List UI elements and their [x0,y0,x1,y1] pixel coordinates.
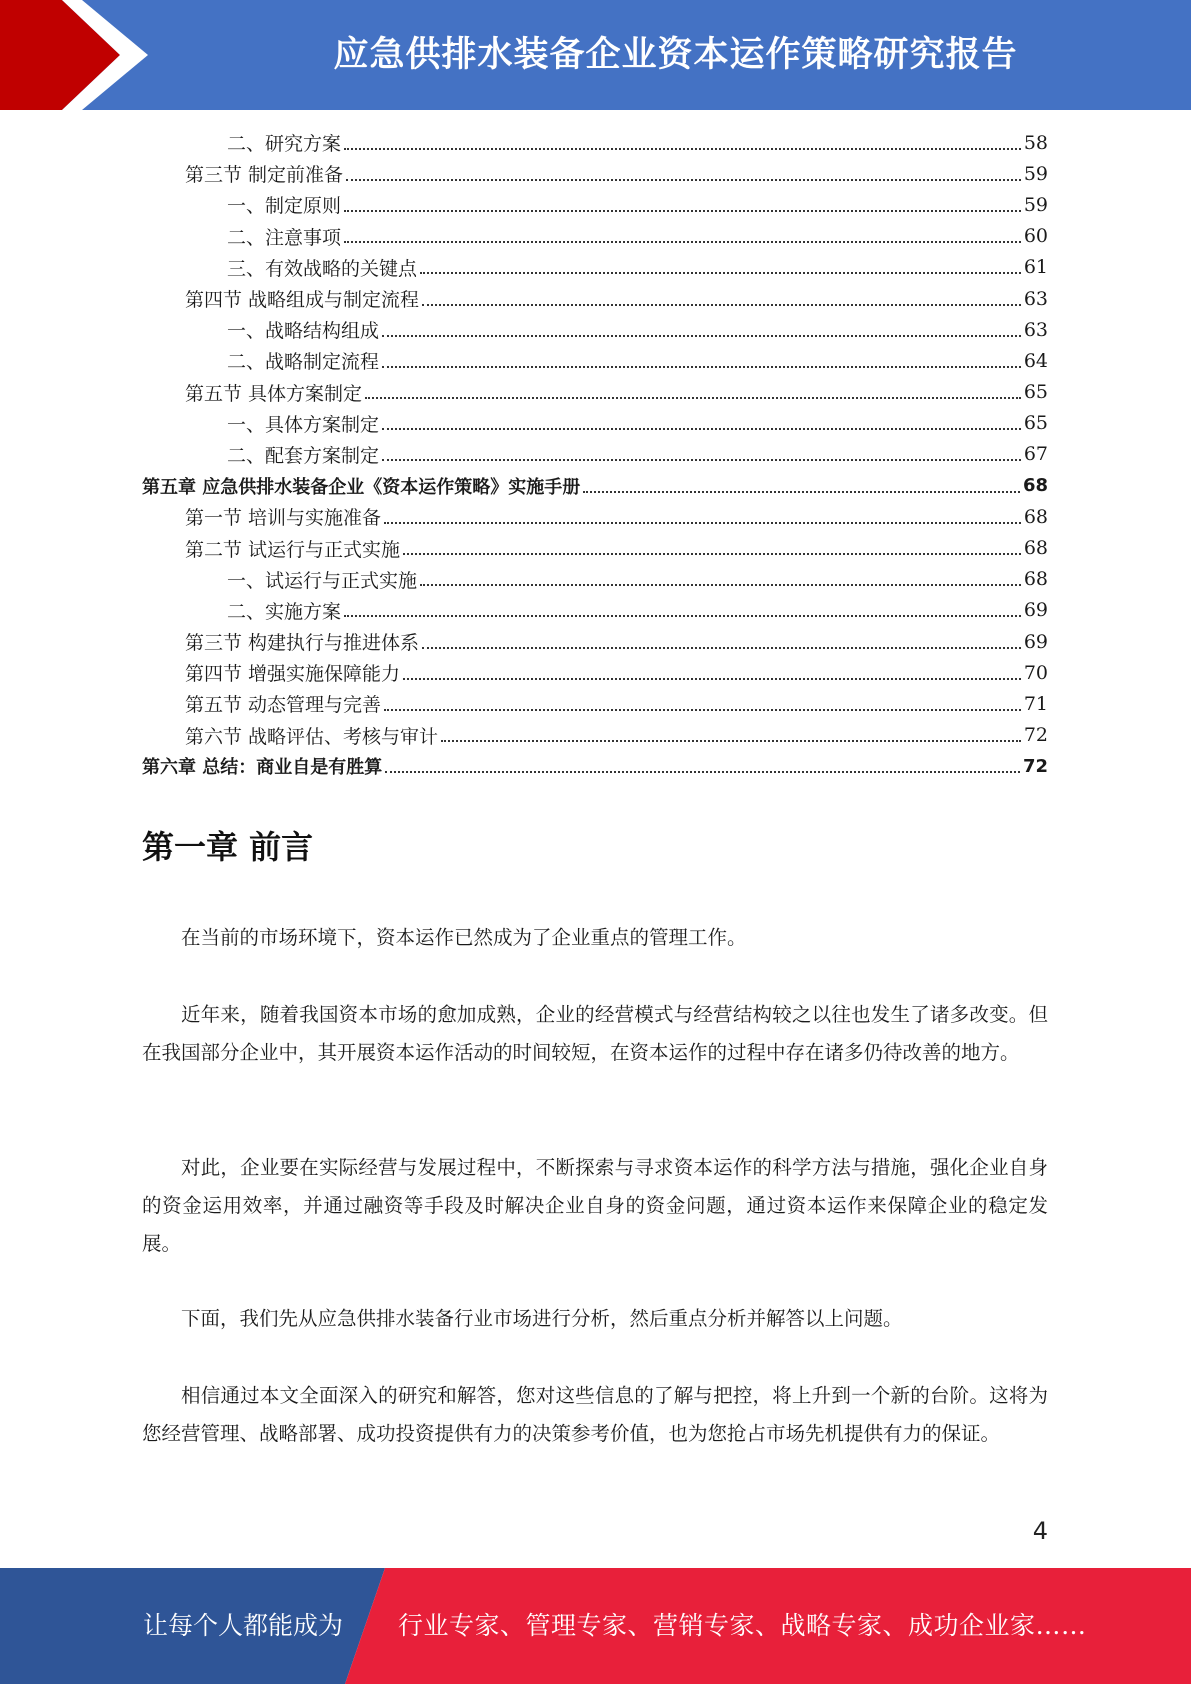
toc-entry-page: 67 [1023,443,1048,466]
toc-subsection-entry[interactable] [142,189,1048,220]
report-header [0,0,1191,110]
paragraph: 近年来，随着我国资本市场的愈加成熟，企业的经营模式与经营结构较之以往也发生了诸多改变。但在我国部分企业中，其开展资本运作活动的时间较短，在资本运作的过程中存在诸多仍待改善的地方。 [142,1003,1048,1064]
toc-section-entry[interactable] [142,283,1048,314]
toc-dot-leader [403,678,1021,680]
toc-dot-leader [344,210,1021,212]
toc-subsection-entry[interactable] [142,439,1048,470]
toc-section-entry[interactable] [142,688,1048,719]
toc-entry-label: 一、战略结构组成 [227,320,380,343]
toc-entry-page: 71 [1023,692,1048,715]
toc-entry-label: 二、战略制定流程 [227,351,380,374]
toc-entry-label: 二、注意事项 [227,226,342,249]
toc-dot-leader [382,459,1021,461]
toc-dot-leader [365,397,1021,399]
toc-entry-page: 58 [1023,131,1048,154]
toc-entry-page: 61 [1023,256,1048,279]
toc-subsection-entry[interactable] [142,127,1048,158]
toc-entry-page: 63 [1023,318,1048,341]
toc-section-entry[interactable] [142,158,1048,189]
toc-entry-label: 三、有效战略的关键点 [227,257,418,280]
toc-entry-label: 一、制定原则 [227,195,342,218]
toc-entry-label: 第五节 具体方案制定 [185,382,363,405]
footer-slogan-left: 让每个人都能成为 [143,1611,344,1640]
toc-section-entry[interactable] [142,657,1048,688]
toc-entry-label: 二、实施方案 [227,600,342,623]
toc-subsection-entry[interactable] [142,595,1048,626]
toc-entry-page: 70 [1023,661,1048,684]
paragraph: 相信通过本文全面深入的研究和解答，您对这些信息的了解与把控，将上升到一个新的台阶。这将为您经营管理、战略部署、成功投资提供有力的决策参考价值，也为您抢占市场先机提供有力的保证。 [142,1384,1048,1445]
toc-entry-label: 一、试运行与正式实施 [227,569,418,592]
toc-dot-leader [403,553,1021,555]
footer-slogan-right: 行业专家、管理专家、营销专家、战略专家、成功企业家…… [398,1611,1087,1640]
toc-section-entry[interactable] [142,377,1048,408]
toc-entry-label: 第一节 培训与实施准备 [185,507,382,530]
toc-entry-page: 72 [1023,724,1048,747]
toc-entry-page: 65 [1023,412,1048,435]
toc-section-entry[interactable] [142,626,1048,657]
toc-entry-page: 68 [1023,568,1048,591]
paragraph: 对此，企业要在实际经营与发展过程中，不断探索与寻求资本运作的科学方法与措施，强化企业自身的资金运用效率，并通过融资等手段及时解决企业自身的资金问题，通过资本运作来保障企业的稳定发展。 [142,1156,1048,1255]
toc-subsection-entry[interactable] [142,345,1048,376]
page-number: 4 [1032,1517,1048,1545]
toc-entry-label: 第五章 应急供排水装备企业《资本运作策略》实施手册 [142,476,581,498]
toc-entry-page: 69 [1023,599,1048,622]
paragraph: 下面，我们先从应急供排水装备行业市场进行分析，然后重点分析并解答以上问题。 [181,1307,903,1330]
chapter-title: 第一章 前言 [142,828,314,866]
toc-entry-label: 第六章 总结：商业自是有胜算 [142,757,383,779]
toc-entry-page: 72 [1022,755,1048,777]
toc-entry-label: 一、具体方案制定 [227,413,380,436]
report-footer [0,1568,1191,1684]
toc-entry-page: 68 [1023,505,1048,528]
toc-entry-label: 第三节 制定前准备 [185,164,344,187]
toc-dot-leader [382,366,1021,368]
toc-entry-label: 第四节 战略组成与制定流程 [185,289,420,312]
toc-entry-label: 二、配套方案制定 [227,444,380,467]
toc-subsection-entry[interactable] [142,314,1048,345]
toc-subsection-entry[interactable] [142,408,1048,439]
red-chevron-decoration [0,0,160,110]
toc-dot-leader [382,335,1021,337]
toc-entry-label: 第三节 构建执行与推进体系 [185,632,420,655]
paragraph: 在当前的市场环境下，资本运作已然成为了企业重点的管理工作。 [181,926,747,949]
toc-section-entry[interactable] [142,532,1048,563]
toc-section-entry[interactable] [142,501,1048,532]
toc-dot-leader [382,428,1021,430]
toc-subsection-entry[interactable] [142,221,1048,252]
toc-entry-page: 69 [1023,630,1048,653]
toc-entry-page: 68 [1022,475,1048,497]
toc-entry-page: 65 [1023,381,1048,404]
toc-entry-page: 68 [1023,537,1048,560]
toc-subsection-entry[interactable] [142,252,1048,283]
toc-section-entry[interactable] [142,720,1048,751]
toc-dot-leader [384,709,1021,711]
toc-dot-leader [583,491,1020,493]
toc-chapter-entry[interactable] [142,470,1048,501]
toc-entry-page: 63 [1023,287,1048,310]
toc-entry-page: 59 [1023,193,1048,216]
table-of-contents [142,127,1048,782]
toc-dot-leader [422,647,1021,649]
toc-dot-leader [344,615,1021,617]
toc-dot-leader [344,148,1021,150]
toc-entry-label: 二、研究方案 [227,133,342,156]
toc-dot-leader [344,241,1021,243]
toc-entry-page: 64 [1023,349,1048,372]
toc-subsection-entry[interactable] [142,564,1048,595]
toc-entry-page: 60 [1023,225,1048,248]
toc-chapter-entry[interactable] [142,751,1048,782]
report-title: 应急供排水装备企业资本运作策略研究报告 [333,35,1018,75]
toc-dot-leader [385,771,1020,773]
toc-dot-leader [420,272,1021,274]
toc-dot-leader [384,522,1021,524]
toc-dot-leader [422,304,1021,306]
toc-dot-leader [441,740,1021,742]
toc-entry-page: 59 [1023,162,1048,185]
toc-dot-leader [346,179,1021,181]
toc-entry-label: 第六节 战略评估、考核与审计 [185,725,439,748]
toc-entry-label: 第四节 增强实施保障能力 [185,663,401,686]
toc-dot-leader [420,584,1021,586]
toc-entry-label: 第五节 动态管理与完善 [185,694,382,717]
toc-entry-label: 第二节 试运行与正式实施 [185,538,401,561]
